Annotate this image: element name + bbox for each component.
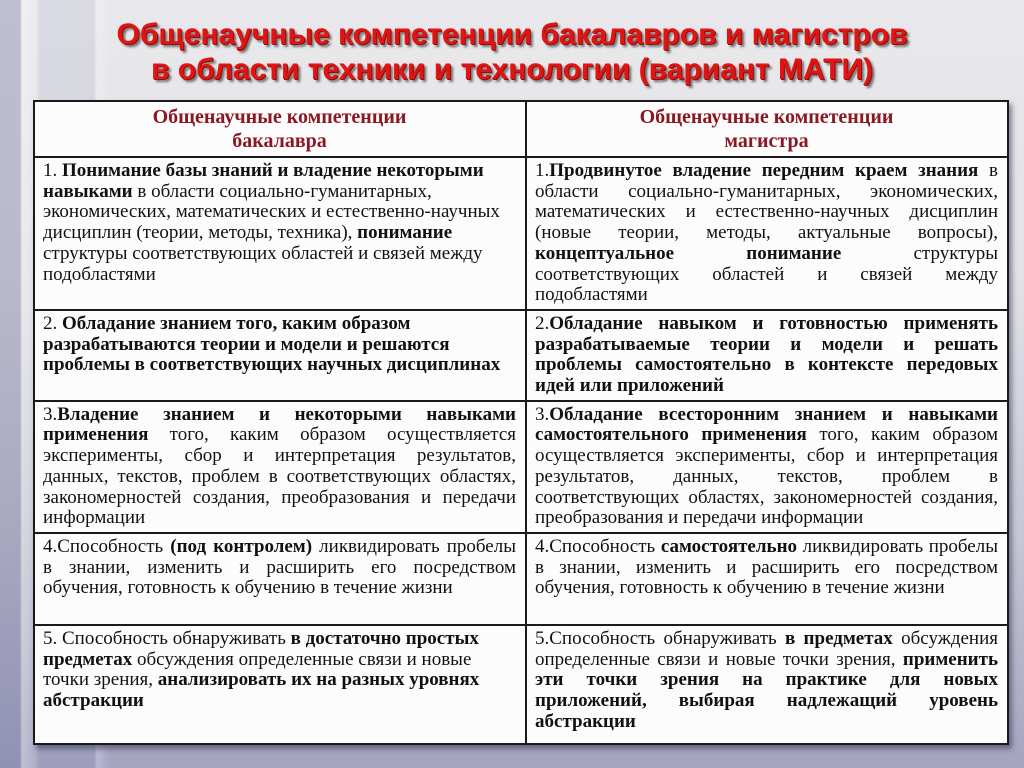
competency-text: 1. [43,160,62,181]
competency-text: 3. [535,403,550,425]
competency-text: обсуждения определенные связи и новые точки зрения, [535,627,999,670]
competency-text: 5. Способность обнаруживать [43,627,291,649]
competency-text: ликвидировать пробелы в знании, изменить и расширить его посредством обучения, готовность к обучению в течение жизни [535,535,998,599]
competency-text: в области социально-гуманитарных, экономических, математических и естественно-научных дисциплин (новые теории, методы, актуальные вопросы), [535,160,998,244]
table-row [34,533,1008,625]
slide-title [0,18,1024,87]
table-row [34,625,1008,744]
competency-text-bold: Обладание всесторонним знанием и навыками самостоятельного применения [535,403,998,446]
competency-cell-right [526,157,1008,310]
competency-text: ликвидировать пробелы в знании, изменить и расширить его посредством обучения, готовность к обучению в течение жизни [43,535,516,599]
header-bachelor-line2: бакалавра [232,130,327,152]
competency-text-bold: Обладание навыком и готовностью применять разрабатываемые теории и модели и решать проблемы самостоятельно в контексте передовых идей или приложений [535,312,998,397]
competency-text-bold: (под контролем) [170,535,313,557]
competency-cell-right [526,533,1008,625]
competency-text-bold: понимание [357,222,453,244]
competency-cell-left [34,310,526,401]
competency-text-bold: в предметах [785,627,893,649]
competency-text: 2. [43,312,62,334]
competency-text: того, каким образом осуществляется эксперименты, сбор и интерпретация результатов, данных, текстов, проблем в соответствующих областях, закономерностей создания, преобразования и передачи информации [535,424,998,529]
competency-text-bold: Продвинутое владение передним краем знания [549,160,979,181]
competency-text-bold: Владение знанием и некоторыми навыками применения [43,403,516,446]
competency-text: структуры соответствующих областей и связей между подобластями [535,242,998,306]
competency-text-bold: самостоятельно [660,535,798,557]
competency-text: 2. [535,312,550,334]
competency-cell-left [34,533,526,625]
header-bachelor-line1: Общенаучные компетенции [152,106,407,128]
competencies-table [33,100,1009,745]
slide-title-line1: Общенаучные компетенции бакалавров и магистров [116,18,908,51]
slide-title-line2: в области техники и технологии (вариант МАТИ) [150,52,873,86]
competency-text: обсуждения определенные связи и новые точки зрения, [43,648,472,691]
competency-text-bold: концептуальное понимание [535,242,842,264]
competency-text: структуры соответствующих областей и связей между подобластями [43,242,483,285]
competency-text: в области социально-гуманитарных, экономических, математических и естественно-научных дисциплин (теории, методы, техника), [43,180,500,244]
competency-cell-right [526,310,1008,401]
table-header-row [34,101,1008,157]
competency-text-bold: в достаточно простых предметах [43,627,479,670]
competency-text-bold: применить эти точки зрения на практике для новых приложений, выбирая надлежащий уровень абстракции [535,648,998,732]
table-row [34,310,1008,401]
competency-text: того, каким образом осуществляется эксперименты, сбор и интерпретация результатов, данных, текстов, проблем в соответствующих областях, закономерностей создания, преобразования и передачи информации [43,424,516,529]
competency-cell-left [34,157,526,310]
competency-text: 5.Способность обнаруживать [535,627,785,649]
competency-text: 4.Способность [535,535,661,557]
column-header-bachelor [34,101,526,157]
table-row [34,157,1008,310]
competency-text: 1. [535,160,550,181]
competency-text-bold: Обладание знанием того, каким образом разрабатываются теории и модели и решаются проблемы в соответствующих научных дисциплинах [43,312,501,376]
competency-text-bold: Понимание базы знаний и владение некоторыми навыками [43,160,484,202]
competency-cell-right [526,625,1008,744]
competency-cell-right [526,401,1008,533]
competency-text: 3. [43,403,58,425]
competency-text-bold: анализировать их на разных уровнях абстракции [43,669,480,712]
competency-cell-left [34,625,526,744]
competency-cell-left [34,401,526,533]
column-header-master [526,101,1008,157]
competency-text: 4.Способность [43,535,171,557]
table-row [34,401,1008,533]
header-master-line1: Общенаучные компетенции [639,106,894,128]
header-master-line2: магистра [724,130,809,152]
